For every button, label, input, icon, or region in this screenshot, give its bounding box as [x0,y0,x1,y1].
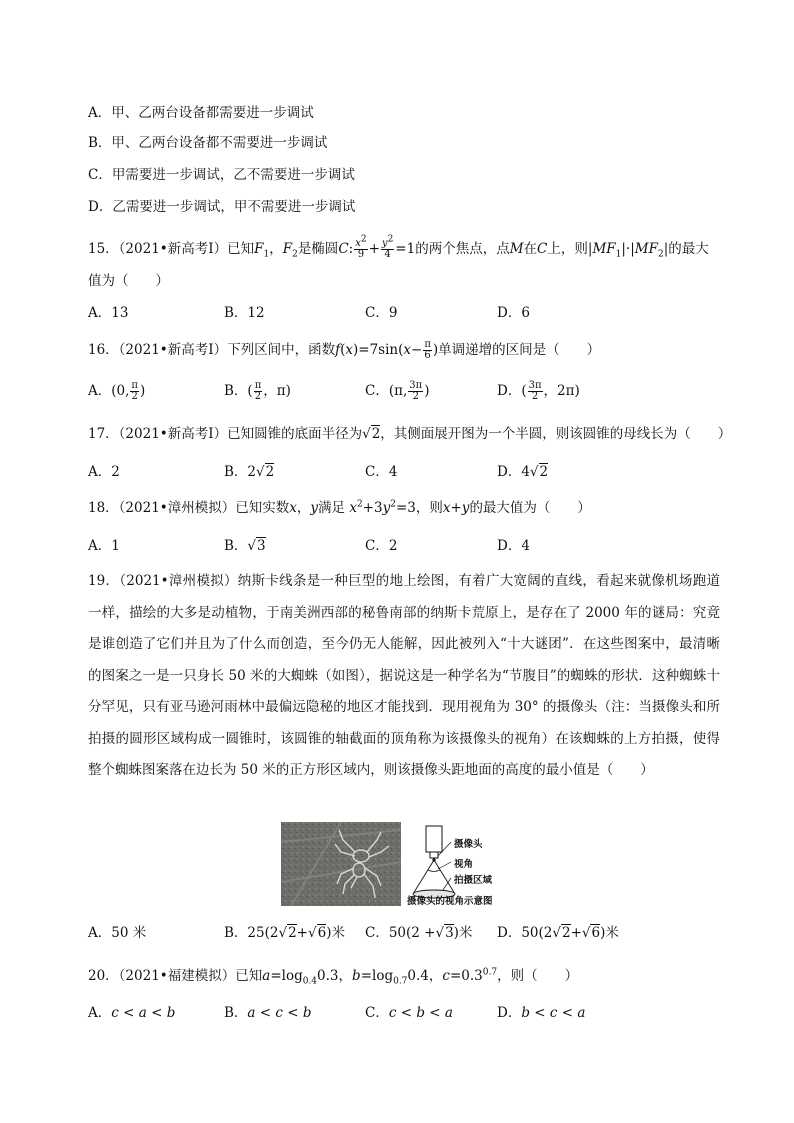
q15-upper: 上，则 [547,241,588,257]
q17-text1: 17．（2021•新高考Ⅰ）已知圆锥的底面半径为 [88,426,363,442]
q17-option-c: C．4 [365,464,398,480]
q19-options [88,924,720,942]
q18-stem: 18．（2021•漳州模拟）已知实数x，y满足 $x^2+3y^2=3$，则x+y的最大值为（ ） [88,499,591,516]
q15-option-b: B．12 [224,305,265,321]
q16-option-c: C．(π, $\frac{3\pi}{2}$ ) [365,380,430,402]
q20-option-a: A．c < a < b [88,1005,176,1021]
q16-suffix: 单调递增的区间是（ ） [438,342,601,358]
q20-option-d: D．b < c < a [497,1005,586,1021]
q19-stem: 19．（2021•漳州模拟）纳斯卡线条是一种巨型的地上绘图，有着广大宽阔的直线，看起来就像机场跑道一样，描绘的大多是动植物，于南美洲西部的秘鲁南部的纳斯卡荒原上，是存在了 2000 年的谜局：究竟是谁创造了它们并且为了什么而创造，至今仍无人能解，因此被列入“十大谜团”．在这些图案中，最清晰的图案之一是一只身长 50 米的大蜘蛛（如图），据说这是一种学名为“节腹目”的蜘蛛的形状．这种蜘蛛十分罕见，只有亚马逊河雨林中最偏远隐秘的地区才能找到．现用视角为 30° 的摄像头（注：当摄像头和所拍摄的圆形区域构成一圆锥时，该圆锥的轴截面的顶角称为该摄像头的视角）在该蜘蛛的上方拍摄，使得整个蜘蛛图案落在边长为 50 米的正方形区域内，则该摄像头距地面的高度的最小值是（ ） [88,573,720,778]
q18-options [88,537,720,555]
q17-option-b: B．2√2 [224,464,275,480]
q17-stem: 17．（2021•新高考Ⅰ）已知圆锥的底面半径为√2，其侧面展开图为一个半圆，则该圆锥的母线长为（ ） [88,426,732,442]
q14-option-c: C．甲需要进一步调试，乙不需要进一步调试 [88,167,355,183]
q15-option-d: D．6 [497,305,530,321]
q19-option-b: B．25(2√2+√6)米 [224,925,345,941]
q17-text2: ，其侧面展开图为一个半圆，则该圆锥的母线长为（ ） [380,426,732,442]
q17-options [88,463,720,481]
q16-option-a: A．(0, $\frac{\pi}{2}$ ) [88,380,146,402]
q15-prefix: 15．（2021•新高考Ⅰ）已知 [88,241,255,257]
q18-text1: 18．（2021•漳州模拟）已知实数 [88,500,290,516]
q15-option-c: C．9 [365,305,398,321]
q18-option-c: C．2 [365,538,398,554]
q15-text: 的两个焦点，点 [415,241,510,257]
q15-tail: 的最大 [668,241,709,257]
q14-option-a: A．甲、乙两台设备都需要进一步调试 [88,105,314,121]
q18-option-b: B．√3 [224,538,266,554]
q15-mid: 是椭圆 [297,241,339,257]
q20-options [88,1004,720,1022]
camera-label: 摄像头 [454,839,483,850]
q15-option-a: A．13 [88,305,129,321]
q19-option-d: D．50(2√2+√6)米 [497,925,619,941]
q19-option-c: C．50(2 +√3)米 [365,925,473,941]
q18-text4: 的最大值为（ ） [469,500,591,516]
figure-caption: 摄像头的视角示意图 [407,896,493,907]
q15-options [88,304,720,322]
capture-area-label: 拍摄区域 [454,875,493,886]
q16-option-b: B．( $\frac{\pi}{2}$ ，π) [224,380,291,402]
q17-option-a: A．2 [88,464,120,480]
q17-option-d: D．4√2 [497,464,549,480]
q18-option-a: A．1 [88,538,120,554]
q15-on: 在 [523,241,538,257]
q19-figure [281,822,531,906]
q20-option-b: B．a < c < b [224,1005,312,1021]
q18-option-d: D．4 [497,538,530,554]
q16-stem: 16．（2021•新高考Ⅰ）下列区间中，函数f(x)=7sin(x− $\frac{\pi}{6}$ )单调递增的区间是（ ） [88,339,601,361]
q14-option-b: B．甲、乙两台设备都不需要进一步调试 [88,135,328,151]
q20-text1: 20．（2021•福建模拟）已知 [88,968,263,984]
view-angle-label: 视角 [454,859,474,870]
nazca-spider-photo [281,822,401,906]
q18-text3: ，则 [415,500,443,516]
q20-text2: ，则（ ） [497,968,579,984]
q18-text2: 满足 [318,500,346,516]
q20-stem: 20．（2021•福建模拟）已知$a=\log_{0.4}0.3$，$b=\log_{0.7}0.4$，$c=0.3^{0.7}$，则（ ） [88,967,579,987]
q15-stem-line2: 值为（ ） [88,273,169,289]
q16-option-d: D．( $\frac{3\pi}{2}$ ，2π) [497,380,580,402]
q16-prefix: 16．（2021•新高考Ⅰ）下列区间中，函数 [88,342,336,358]
q16-options [88,380,720,402]
q14-option-d: D．乙需要进一步调试，甲不需要进一步调试 [88,199,356,215]
q15-sep: ， [269,241,283,257]
q19-option-a: A．50 米 [88,925,147,941]
q20-option-c: C．c < b < a [365,1005,453,1021]
q15-stem-line1: 15．（2021•新高考Ⅰ）已知$F_1$，$F_2$是椭圆C: $\frac{x^2}{9}$ + $\frac{y^2}{4}$ =1的两个焦点，点M在C上，则$|MF_1|\cdot|MF_2|$的最大 [88,234,709,260]
